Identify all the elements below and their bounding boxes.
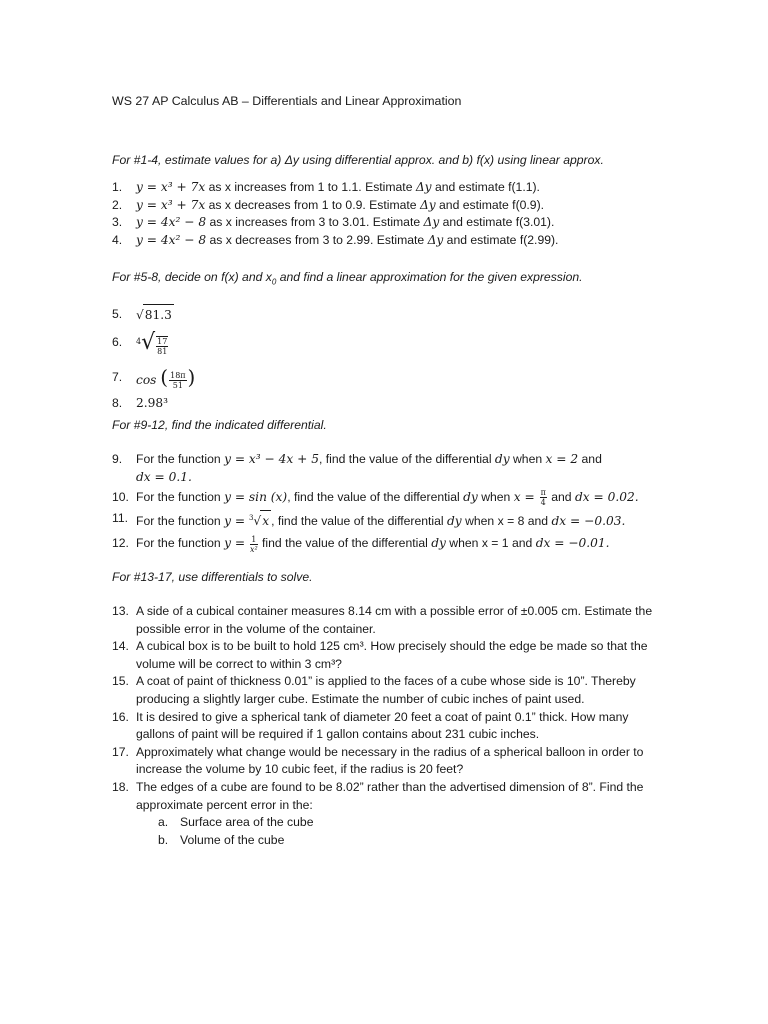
section1-instruction: For #1-4, estimate values for a) Δy using differential approx. and b) f(x) using linear approx. [112, 153, 604, 167]
problem-6: 6. $^4$√ $\frac{17}{81}$ [112, 330, 168, 356]
section4-instruction: For #13-17, use differentials to solve. [112, 570, 313, 584]
section4-list [112, 603, 682, 849]
problem-1: 1. y = x³ + 7x as x increases from 1 to 1.1. Estimate Δy and estimate f(1.1). [112, 180, 540, 194]
section2-instruction: For #5-8, decide on f(x) and $x_0$ and find a linear approximation for the given expression. [112, 270, 583, 287]
section3-list [112, 451, 682, 554]
sqrt-symbol: √ [136, 308, 144, 322]
problem-18b: b. Volume of the cube [158, 832, 285, 847]
problem-2: 2. y = x³ + 7x as x decreases from 1 to 0.9. Estimate Δy and estimate f(0.9). [112, 197, 545, 212]
problem-10: 10. For the function y = sin (x), find the value of the differential dy when x = $\frac{\pi}{4}$ and dx = 0.02. [112, 488, 639, 508]
problem-18: 18. The edges of a cube are found to be 8.02” rather than the advertised dimension of 8”. Find the approximate percent error in the: [112, 779, 644, 812]
problem-12: 12. For the function y = $\frac{1}{\text{x²}}$ find the value of the differential dy when x = 1 and dx = −0.01. [112, 534, 610, 554]
page-title: WS 27 AP Calculus AB – Differentials and Linear Approximation [112, 94, 462, 108]
problem-7: 7. cos ( $\frac{18\pi}{51}$ ) [112, 365, 196, 391]
problem-14: 14. A cubical box is to be built to hold 125 cm³. How precisely should the edge be made so that the volume will be correct to within 3 cm³? [112, 639, 648, 671]
problem-18a: a. Surface area of the cube [158, 815, 314, 830]
problem-17: 17. Approximately what change would be necessary in the radius of a spherical balloon in order to increase the volume by 10 cubic feet, if the radius is 20 feet? [112, 744, 644, 777]
problem-9: 9. For the function y = x³ − 4x + 5, find the value of the differential dy when x = 2 and dx = 0.1. [112, 452, 602, 484]
problem-16: 16. It is desired to give a spherical tank of diameter 20 feet a coat of paint 0.1” thick. How many gallons of paint will be required if 1 gallon contains about 231 cubic inches. [112, 709, 629, 742]
section1-list [112, 179, 682, 249]
section3-instruction: For #9-12, find the indicated differential. [112, 418, 327, 432]
sqrt-symbol: √ [141, 330, 156, 356]
problem-15: 15. A coat of paint of thickness 0.01” is applied to the faces of a cube whose side is 10”. Thereby producing a slightly larger cube. Estimate the number of cubic inches of paint used. [112, 674, 636, 706]
section2-list [112, 304, 682, 413]
problem-5: 5. √81.3 [112, 304, 682, 325]
problem-4: 4. y = 4x² − 8 as x decreases from 3 to 2.99. Estimate Δy and estimate f(2.99). [112, 232, 559, 247]
problem-11: 11. For the function y = $^3$√x , find the value of the differential dy when x = 8 and dx = −0.03. [112, 508, 682, 532]
problem-3: 3. y = 4x² − 8 as x increases from 3 to 3.01. Estimate Δy and estimate f(3.01). [112, 215, 555, 230]
problem-13: 13. A side of a cubical container measures 8.14 cm with a possible error of ±0.005 cm. Estimate the possible error in the volume of the container. [112, 604, 653, 636]
problem-8: 8. 2.98³ [112, 396, 169, 411]
cbrt-symbol: √ [253, 514, 262, 529]
